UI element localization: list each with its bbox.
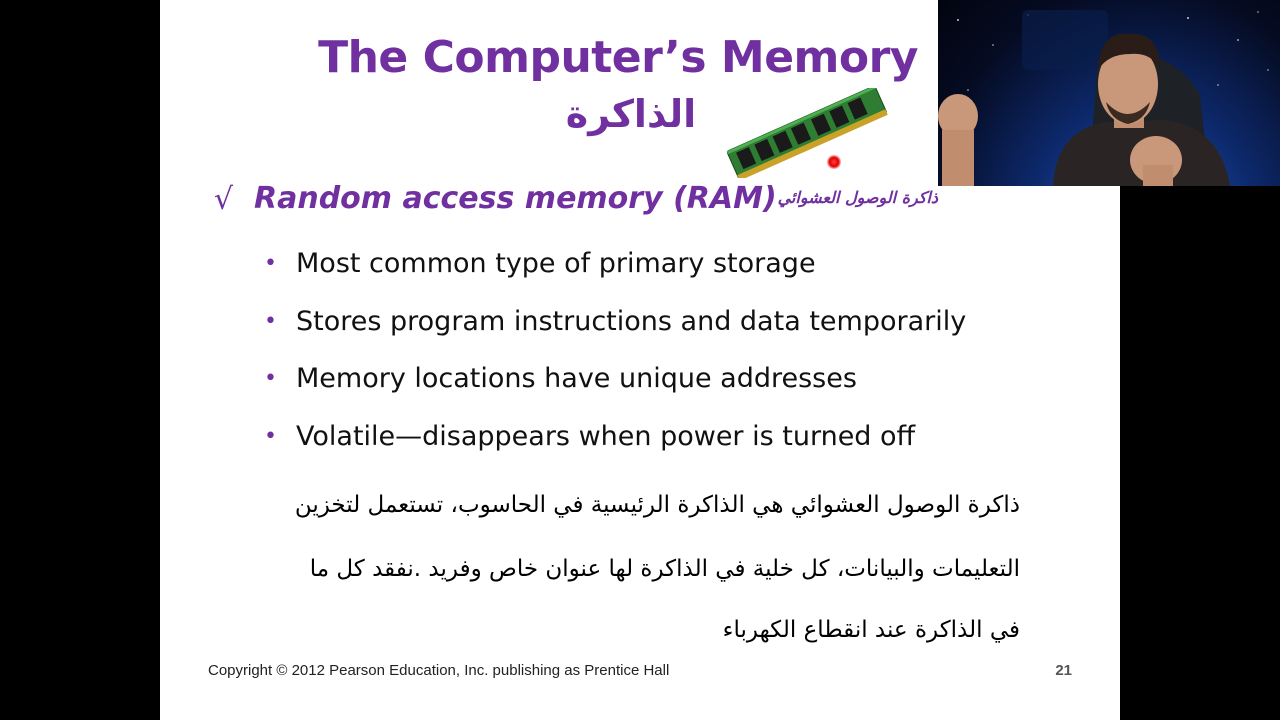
arabic-explanation-line: التعليمات والبيانات، كل خلية في الذاكرة لها عنوان خاص وفريد .نفقد كل ما bbox=[309, 556, 1020, 582]
ram-heading: Random access memory (RAM) bbox=[254, 181, 777, 216]
bullet-text: Memory locations have unique addresses bbox=[296, 363, 857, 394]
laser-pointer-dot bbox=[827, 155, 841, 169]
bullet-list bbox=[262, 244, 966, 474]
ram-module-icon bbox=[718, 88, 893, 178]
bullet-item bbox=[262, 302, 966, 360]
arabic-explanation-line: في الذاكرة عند انقطاع الكهرباء bbox=[722, 617, 1020, 643]
bullet-dot-icon: • bbox=[264, 251, 277, 276]
bullet-text: Stores program instructions and data temporarily bbox=[296, 305, 967, 337]
arabic-explanation-line: ذاكرة الوصول العشوائي هي الذاكرة الرئيسية في الحاسوب، تستعمل لتخزين bbox=[294, 492, 1020, 518]
slide-title: The Computer’s Memory bbox=[318, 32, 918, 83]
copyright-footer: Copyright © 2012 Pearson Education, Inc. publishing as Prentice Hall bbox=[208, 662, 670, 679]
bullet-dot-icon: • bbox=[264, 308, 277, 334]
bullet-dot-icon: • bbox=[264, 366, 277, 391]
presenter-video-frame bbox=[938, 0, 1280, 186]
bullet-text: Most common type of primary storage bbox=[296, 248, 816, 279]
presenter-webcam bbox=[938, 0, 1280, 186]
bullet-item bbox=[262, 244, 966, 302]
slide-title-arabic: الذاكرة bbox=[565, 92, 697, 136]
bullet-item bbox=[262, 417, 966, 475]
bullet-text: Volatile—disappears when power is turned off bbox=[296, 420, 916, 452]
bullet-dot-icon: • bbox=[264, 423, 277, 449]
ram-heading-arabic: ذاكرة الوصول العشوائي bbox=[777, 188, 938, 207]
check-mark-icon: √ bbox=[214, 182, 234, 217]
bullet-item bbox=[262, 359, 966, 417]
page-number: 21 bbox=[1055, 662, 1072, 679]
